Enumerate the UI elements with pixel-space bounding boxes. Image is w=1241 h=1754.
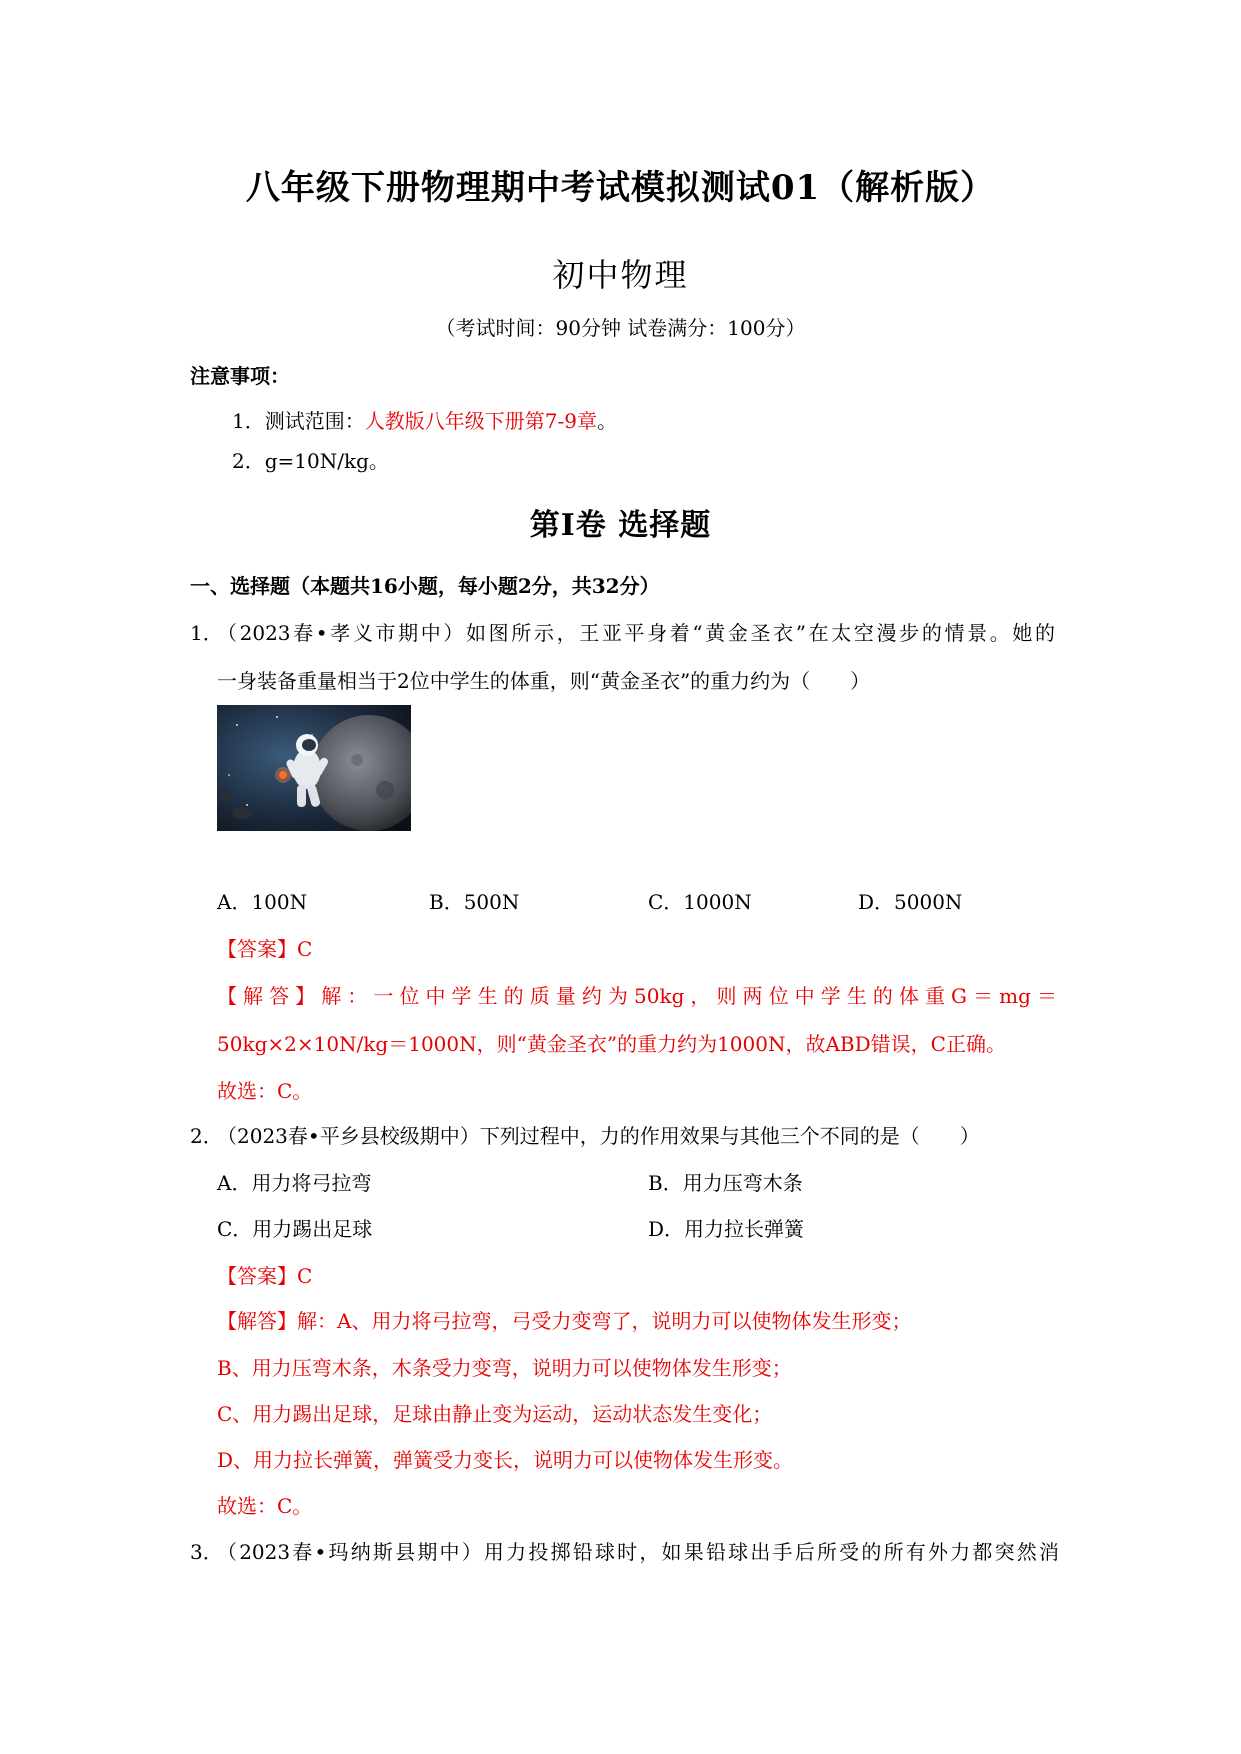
q2-option-b: B．用力压弯木条 xyxy=(648,1171,803,1195)
astronaut-image xyxy=(217,705,411,831)
q2-analysis-line4: D、用力拉长弹簧，弹簧受力变长，说明力可以使物体发生形变。 xyxy=(217,1448,794,1472)
note-1-prefix: 1．测试范围： xyxy=(232,409,365,433)
q1-option-d: D．5000N xyxy=(858,890,963,914)
q1-number: 1． xyxy=(190,621,223,645)
q2-answer: 【答案】C xyxy=(217,1264,313,1288)
q1-option-c: C．1000N xyxy=(648,890,752,914)
document-subtitle: 初中物理 xyxy=(552,256,689,294)
q1-analysis-line2: 50kg×2×10N/kg＝1000N，则“黄金圣衣”的重力约为1000N，故ABD错误，C正确。 xyxy=(217,1032,1006,1056)
q2-analysis-line1: 【解答】解：A、用力将弓拉弯，弓受力变弯了，说明力可以使物体发生形变； xyxy=(217,1309,912,1333)
q1-choose: 故选：C。 xyxy=(217,1079,313,1103)
q2-option-a: A．用力将弓拉弯 xyxy=(217,1171,372,1195)
document-title: 八年级下册物理期中考试模拟测试01（解析版） xyxy=(245,168,996,208)
q2-option-c: C．用力踢出足球 xyxy=(217,1217,373,1241)
note-2: 2．g=10N/kg。 xyxy=(232,449,389,473)
q2-stem-line1: （2023春•平乡县校级期中）下列过程中，力的作用效果与其他三个不同的是（ ） xyxy=(217,1124,980,1148)
q1-answer: 【答案】C xyxy=(217,937,313,961)
exam-meta: （考试时间：90分钟 试卷满分：100分） xyxy=(435,316,806,340)
q3-number: 3． xyxy=(190,1540,223,1564)
q2-analysis-line2: B、用力压弯木条，木条受力变弯，说明力可以使物体发生形变； xyxy=(217,1356,792,1380)
q1-stem-line1: （2023春•孝义市期中）如图所示，王亚平身着“黄金圣衣”在太空漫步的情景。她的 xyxy=(217,621,1055,645)
q1-option-b: B．500N xyxy=(429,890,520,914)
note-1-scope: 人教版八年级下册第7-9章 xyxy=(364,409,597,433)
notes-title: 注意事项： xyxy=(190,364,290,388)
note-1-suffix: 。 xyxy=(596,409,617,433)
q1-analysis-line1: 【解答】解：一位中学生的质量约为50kg，则两位中学生的体重G＝mg＝ xyxy=(217,984,1057,1008)
part-title: 一、选择题（本题共16小题，每小题2分，共32分） xyxy=(190,574,660,598)
q3-stem-line1: （2023春•玛纳斯县期中）用力投掷铅球时，如果铅球出手后所受的所有外力都突然消 xyxy=(217,1540,1059,1564)
astronaut-in-space-icon xyxy=(217,705,411,831)
q1-stem-line2: 一身装备重量相当于2位中学生的体重，则“黄金圣衣”的重力约为（ ） xyxy=(217,669,871,693)
q2-option-d: D．用力拉长弹簧 xyxy=(648,1217,805,1241)
q1-option-a: A．100N xyxy=(217,890,308,914)
section-title: 第Ⅰ卷 选择题 xyxy=(529,508,712,543)
q2-choose: 故选：C。 xyxy=(217,1494,313,1518)
q2-analysis-line3: C、用力踢出足球，足球由静止变为运动，运动状态发生变化； xyxy=(217,1402,773,1426)
q2-number: 2． xyxy=(190,1124,223,1148)
note-1 xyxy=(232,405,617,434)
